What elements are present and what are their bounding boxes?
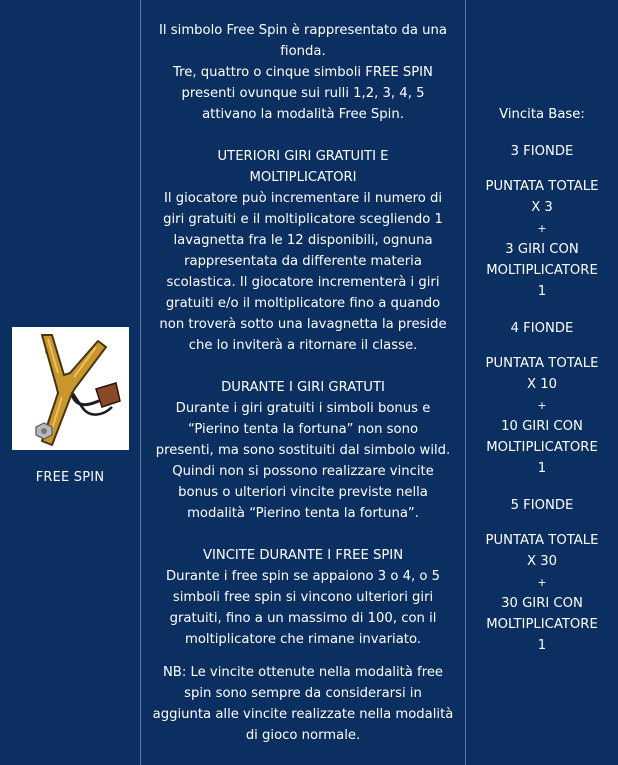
tier-spins: 30 GIRI CON [501,595,583,611]
extra-spins-section [151,146,456,356]
extra-line: Il giocatore può incrementare il numero di [164,191,442,206]
note-section [151,662,456,746]
extra-line: che lo inviterà a ritornare il classe. [188,338,418,353]
during-line: “Pierino tenta la fortuna” non sono [187,422,419,437]
wins-line: Durante i free spin se appaiono 3 o 4, o 5 [165,569,441,584]
tier-bet: PUNTATA TOTALE [485,355,599,371]
during-line: modalità “Pierino tenta la fortuna”. [187,506,419,521]
slingshot-icon [12,327,129,450]
during-free-spins-section [151,377,456,524]
section-heading: MOLTIPLICATORI [249,170,357,185]
note-line: NB: Le vincite ottenute nella modalità free [162,665,444,680]
tier-spins: MOLTIPLICATORE [486,616,598,632]
tier-bet: PUNTATA TOTALE [485,178,599,194]
payout-title: Vincita Base: [499,106,585,122]
tier-spins: MOLTIPLICATORE [486,439,598,455]
tier-spins: MOLTIPLICATORE [486,262,598,278]
symbol-cell [0,0,141,765]
extra-line: rappresentata da differente materia [184,254,422,269]
intro-line: attivano la modalità Free Spin. [202,107,404,122]
intro-line: Il simbolo Free Spin è rappresentato da una [159,23,447,38]
plus-sign: + [537,398,547,412]
plus-sign: + [537,575,547,589]
extra-line: lavagnetta fra le 12 disponibili, ognuna [173,233,433,248]
extra-line: scolastica. Il giocatore incrementerà i giri [166,275,440,290]
payout-tier [472,318,612,479]
tier-multiplier: X 30 [526,553,557,569]
during-line: presenti, ma sono sostituiti dal simbolo wild. [155,443,451,458]
tier-spins: 3 GIRI CON [505,241,579,257]
tier-spins: 1 [537,637,547,653]
section-heading: UTERIORI GIRI GRATUITI E [217,149,389,164]
intro-line: presenti ovunque sui rulli 1,2, 3, 4, 5 [181,86,425,101]
note-line: spin sono sempre da considerarsi in [184,686,422,701]
tier-multiplier: X 10 [526,376,557,392]
tier-count: 4 FIONDE [510,320,574,336]
tier-bet: PUNTATA TOTALE [485,532,599,548]
description [151,0,456,746]
tier-spins: 1 [537,283,547,299]
section-heading: DURANTE I GIRI GRATUTI [221,380,385,395]
payout-cell [466,0,618,765]
extra-line: gratuiti e/o il moltiplicatore fino a quando [165,296,441,311]
symbol-name: FREE SPIN [35,469,105,485]
tier-multiplier: X 3 [531,199,553,215]
tier-spins: 10 GIRI CON [501,418,583,434]
payout-tier [472,495,612,656]
plus-sign: + [537,221,547,235]
note-line: di gioco normale. [245,728,361,743]
section-heading: VINCITE DURANTE I FREE SPIN [202,548,404,563]
during-line: bonus o ulteriori vincite previste nella [178,485,428,500]
description-cell [141,0,466,765]
during-line: Quindi non si possono realizzare vincite [172,464,434,479]
free-spin-wins-section [151,545,456,650]
extra-line: giri gratuiti e il moltiplicatore scegliendo 1 [163,212,443,227]
wins-line: moltiplicatore che rimane invariato. [185,632,421,647]
extra-line: non troverà sotto una lavagnetta la preside [159,317,447,332]
note-line: aggiunta alle vincite realizzate nella modalità [152,707,454,722]
during-line: Durante i giri gratuiti i simboli bonus e [175,401,431,416]
tier-count: 3 FIONDE [510,143,574,159]
wins-line: gratuiti, fino a un massimo di 100, con il [169,611,437,626]
payout-tier [472,141,612,302]
wins-line: simboli free spin si vincono ulteriori giri [172,590,434,605]
intro-section [151,20,456,125]
payout [472,104,612,656]
tier-spins: 1 [537,460,547,476]
intro-line: Tre, quattro o cinque simboli FREE SPIN [173,65,433,80]
intro-line: fionda. [280,44,326,59]
tier-count: 5 FIONDE [510,497,574,513]
